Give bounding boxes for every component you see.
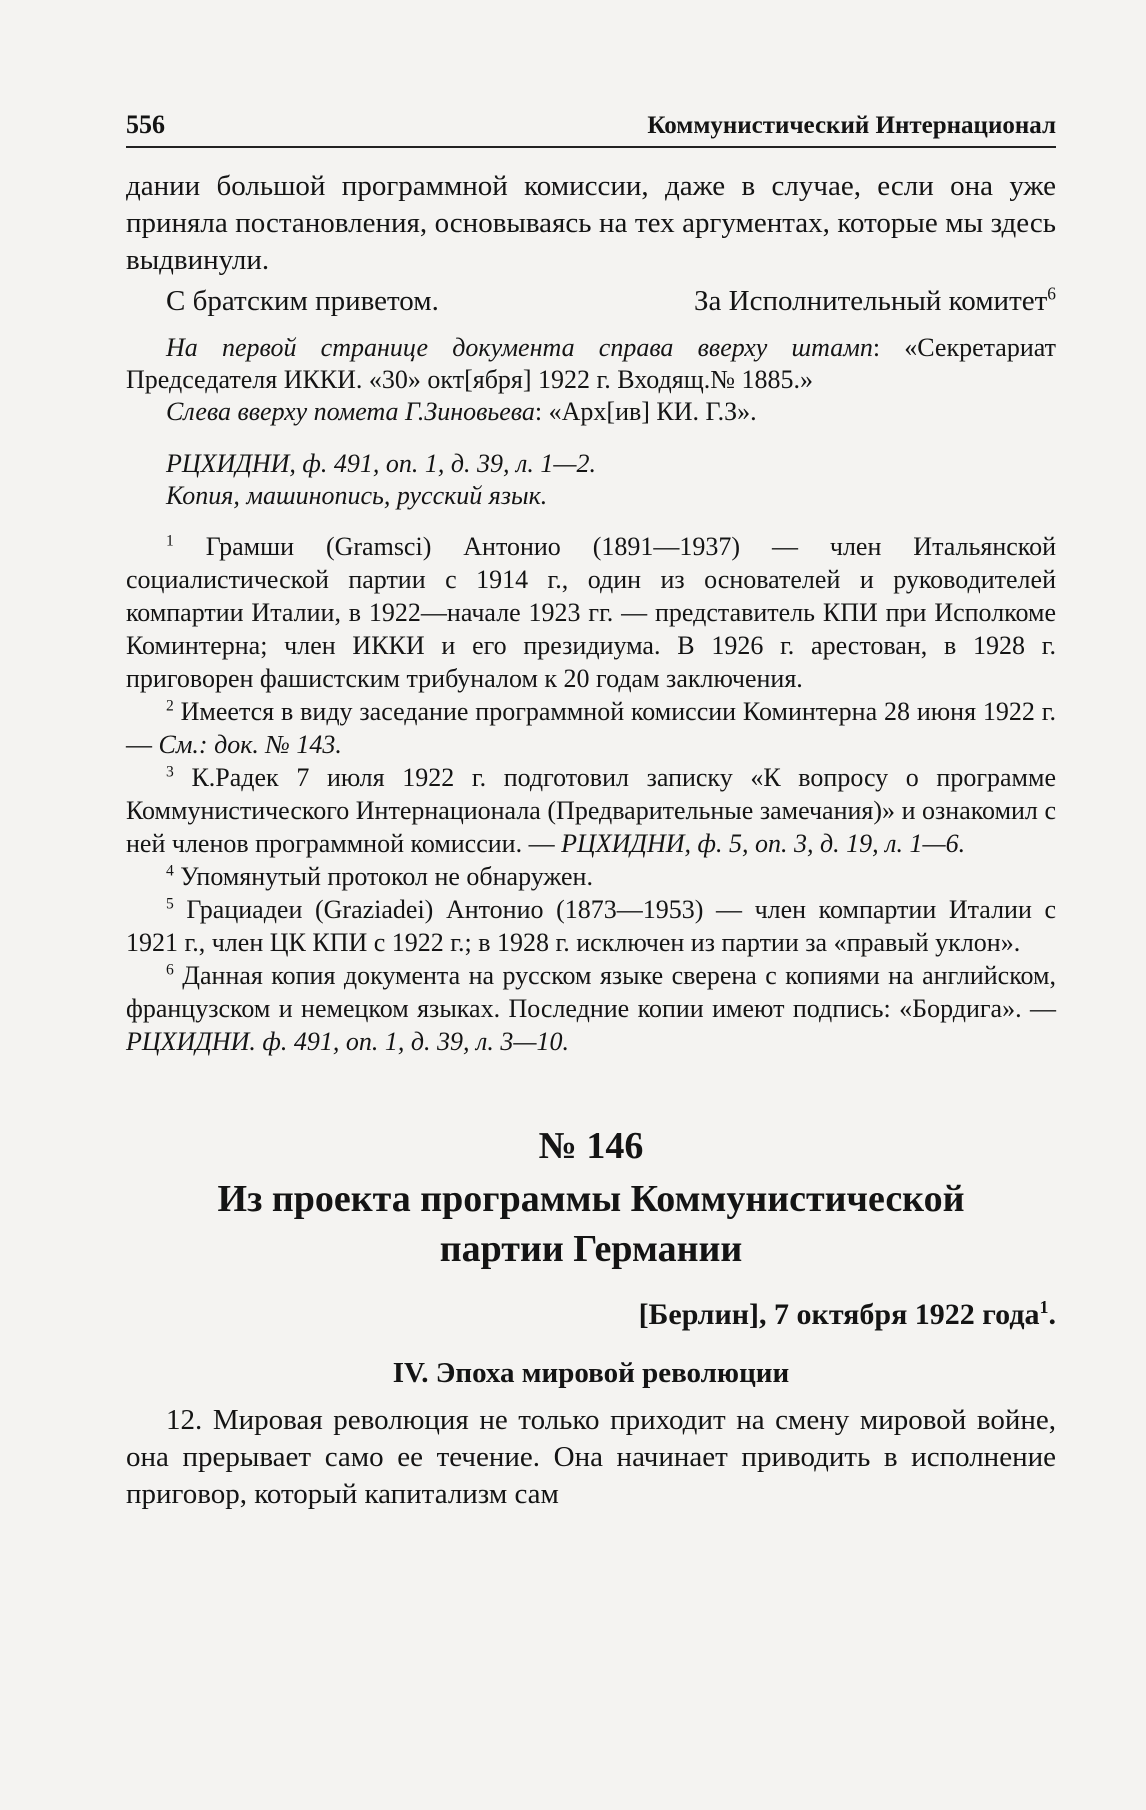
footnote-text: Упомянутый протокол не обнаружен. [180, 862, 593, 891]
footnote-ref: РЦХИДНИ, ф. 5, оп. 3, д. 19, л. 1—6. [561, 829, 966, 858]
document-number: № 146 [538, 1125, 644, 1167]
document-date-text: [Берлин], 7 октября 1922 года [638, 1298, 1040, 1331]
footnote-num: 1 [166, 532, 174, 550]
footnote-num: 5 [166, 895, 174, 913]
document-title [126, 1174, 1056, 1274]
stamp-note [126, 332, 1056, 428]
running-title: Коммунистический Интернационал [647, 112, 1056, 139]
archive-ref-line2: Копия, машинопись, русский язык. [166, 481, 548, 510]
document-title-line1: Из проекта программы Коммунистической [217, 1178, 965, 1220]
running-header [126, 110, 1056, 148]
archive-ref-line1: РЦХИДНИ, ф. 491, оп. 1, д. 39, л. 1—2. [166, 449, 596, 478]
signature-line [126, 283, 1056, 320]
footnote-text: Грамши (Gramsci) Антонио (1891—1937) — член Итальянской социалистической партии с 1914 г., один из основателей и руководителей компартии Италии, в 1922—начале 1923 гг. — представитель КПИ при Исполкоме Коминтерна; член ИККИ и его президиума. В 1926 г. арестован, в 1928 г. приговорен фашистским трибуналом к 20 годам заключения. [126, 532, 1056, 693]
footnotes [126, 530, 1056, 1058]
section-heading: IV. Эпоха мировой революции [392, 1357, 790, 1389]
footnote-num: 6 [166, 961, 174, 979]
page-number: 556 [126, 110, 165, 139]
stamp-note-line2-rest: : «Арх[ив] КИ. Г.З». [534, 397, 757, 426]
stamp-note-line2 [126, 396, 1056, 428]
signed-by [694, 283, 1056, 320]
footnote-text: Данная копия документа на русском языке сверена с копиями на английском, французском и немецком языках. Последние копии имеют подпись: «Бордига». — [126, 961, 1056, 1023]
signed-by-text: За Исполнительный комитет [694, 285, 1048, 317]
stamp-note-line1-rest: : «Секретариат Председателя ИККИ. «30» окт[ября] 1922 г. Входящ.№ 1885.» [126, 333, 1056, 394]
footnote-num: 4 [166, 862, 174, 880]
greeting: С братским приветом. [166, 285, 439, 317]
footnote-text: К.Радек 7 июля 1922 г. подготовил записку «К вопросу о программе Коммунистического Интернационала (Предварительные замечания)» и ознакомил с ней членов программной комиссии. — [126, 763, 1056, 858]
stamp-note-line1-italic: На первой странице документа справа вверху штамп [166, 333, 873, 362]
footnote-num: 3 [166, 763, 174, 781]
footnote-2 [126, 695, 1056, 761]
stamp-note-line2-italic: Слева вверху помета Г.Зиновьева [166, 397, 535, 426]
intro-paragraph: дании большой программной комиссии, даже в случае, если она уже приняла постановления, основываясь на тех аргументах, которые мы здесь выдвинули. [126, 170, 1056, 276]
footnote-ref: РЦХИДНИ. ф. 491, оп. 1, д. 39, л. 3—10. [126, 1027, 569, 1056]
footnote-num: 2 [166, 697, 174, 715]
document-date [126, 1296, 1056, 1334]
stamp-note-line1 [126, 332, 1056, 396]
footnote-text: Имеется в виду заседание программной комиссии Коминтерна 28 июня 1922 г. — [126, 697, 1056, 759]
section-paragraph: 12. Мировая революция не только приходит на смену мировой войне, она прерывает само ее течение. Она начинает приводить в исполнение приговор, который капитализм сам [126, 1404, 1056, 1510]
footnote-4 [126, 860, 1056, 893]
footnote-1 [126, 530, 1056, 695]
date-footnote-mark: 1 [1039, 1297, 1049, 1317]
document-title-line2: партии Германии [439, 1228, 743, 1270]
footnote-mark: 6 [1047, 283, 1056, 304]
footnote-5 [126, 893, 1056, 959]
document-date-end: . [1048, 1298, 1056, 1331]
footnote-text: Грациадеи (Graziadei) Антонио (1873—1953) — член компартии Италии с 1921 г., член ЦК КПИ с 1922 г.; в 1928 г. исключен из партии за «правый уклон». [126, 895, 1057, 957]
footnote-3 [126, 761, 1056, 860]
archive-reference [126, 448, 1056, 512]
footnote-6 [126, 959, 1056, 1058]
page-content [126, 110, 1056, 1513]
footnote-ref: См.: док. № 143. [158, 730, 342, 759]
